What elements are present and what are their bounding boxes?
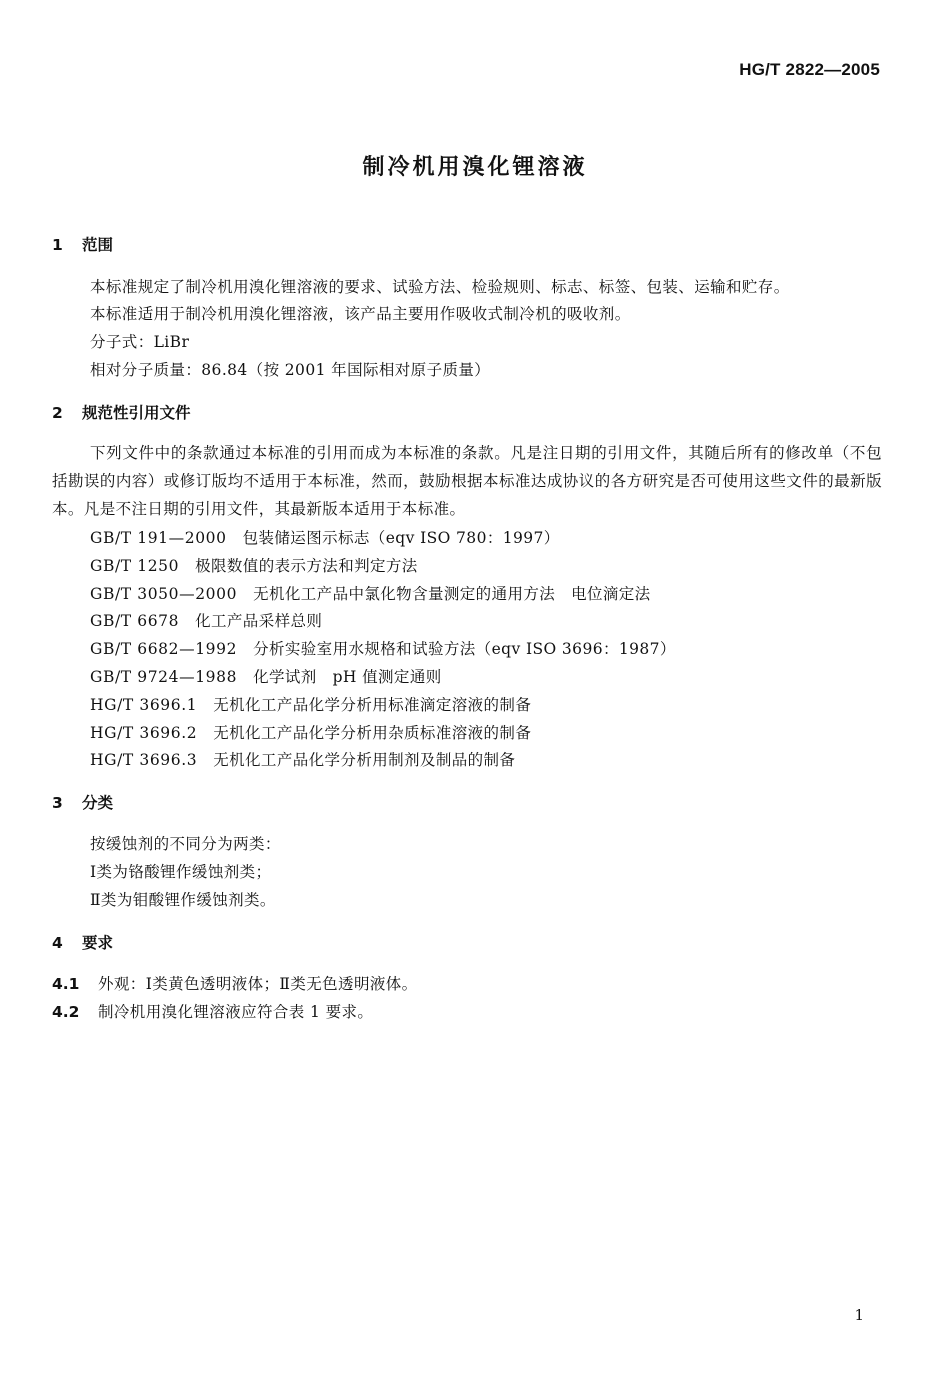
section-2-heading — [52, 401, 191, 423]
reference-item — [90, 665, 442, 687]
references-paragraph: 下列文件中的条款通过本标准的引用而成为本标准的条款。凡是注日期的引用文件，其随后所有的修改单（不包括勘误的内容）或修订版均不适用于本标准，然而，鼓励根据本标准达成协议的各方研究是否可使用这些文件的最新版本。凡是不注日期的引用文件，其最新版本适用于本标准。 — [52, 444, 882, 518]
section-title: 范围 — [82, 236, 114, 254]
clause-number: 4.2 — [52, 1003, 80, 1021]
reference-title: 无机化工产品化学分析用杂质标准溶液的制备 — [213, 724, 532, 742]
reference-code: GB/T 191—2000 — [90, 529, 227, 547]
page-number: 1 — [854, 1306, 864, 1324]
section-number: 3 — [52, 794, 63, 812]
section-3-heading — [52, 791, 113, 813]
reference-item — [90, 582, 651, 604]
section-title: 规范性引用文件 — [82, 404, 191, 422]
scope-line: 本标准规定了制冷机用溴化锂溶液的要求、试验方法、检验规则、标志、标签、包装、运输和贮存。 — [90, 278, 790, 296]
reference-item — [90, 637, 676, 659]
clause-number: 4.1 — [52, 975, 80, 993]
reference-title: 无机化工产品中氯化物含量测定的通用方法 电位滴定法 — [253, 585, 651, 603]
classification-line: Ⅱ类为钼酸锂作缓蚀剂类。 — [90, 891, 276, 909]
molecular-mass-line: 相对分子质量：86.84（按 2001 年国际相对原子质量） — [90, 361, 491, 379]
scope-line: 本标准适用于制冷机用溴化锂溶液，该产品主要用作吸收式制冷机的吸收剂。 — [90, 305, 631, 323]
reference-item — [90, 609, 322, 631]
requirement-item — [52, 1000, 373, 1022]
section-number: 2 — [52, 404, 63, 422]
section-number: 4 — [52, 934, 63, 952]
reference-item — [90, 748, 515, 770]
classification-line: 按缓蚀剂的不同分为两类： — [90, 835, 281, 853]
reference-item — [90, 526, 560, 548]
reference-item — [90, 693, 531, 715]
clause-text: 制冷机用溴化锂溶液应符合表 1 要求。 — [98, 1003, 374, 1021]
reference-title: 化学试剂 pH 值测定通则 — [253, 668, 442, 686]
reference-code: GB/T 3050—2000 — [90, 585, 238, 603]
reference-code: HG/T 3696.2 — [90, 724, 198, 742]
reference-title: 极限数值的表示方法和判定方法 — [195, 557, 418, 575]
reference-code: GB/T 6678 — [90, 612, 180, 630]
reference-code: GB/T 9724—1988 — [90, 668, 238, 686]
reference-title: 包装储运图示标志（eqv ISO 780：1997） — [242, 529, 560, 547]
section-1-heading — [52, 233, 113, 255]
document-title: 制冷机用溴化锂溶液 — [362, 155, 588, 180]
reference-code: HG/T 3696.1 — [90, 696, 198, 714]
requirement-item — [52, 972, 418, 994]
section-title: 要求 — [82, 934, 114, 952]
reference-item — [90, 721, 531, 743]
reference-title: 无机化工产品化学分析用标准滴定溶液的制备 — [213, 696, 532, 714]
section-number: 1 — [52, 236, 63, 254]
classification-line: Ⅰ类为铬酸锂作缓蚀剂类； — [90, 863, 272, 881]
formula-line: 分子式：LiBr — [90, 333, 190, 351]
clause-text: 外观：Ⅰ类黄色透明液体；Ⅱ类无色透明液体。 — [98, 975, 418, 993]
section-4-heading — [52, 931, 113, 953]
reference-title: 分析实验室用水规格和试验方法（eqv ISO 3696：1987） — [253, 640, 676, 658]
reference-title: 化工产品采样总则 — [195, 612, 323, 630]
section-title: 分类 — [82, 794, 114, 812]
reference-title: 无机化工产品化学分析用制剂及制品的制备 — [213, 751, 516, 769]
reference-code: GB/T 6682—1992 — [90, 640, 238, 658]
reference-item — [90, 554, 418, 576]
standard-code: HG/T 2822—2005 — [739, 60, 880, 79]
reference-code: GB/T 1250 — [90, 557, 180, 575]
reference-code: HG/T 3696.3 — [90, 751, 198, 769]
